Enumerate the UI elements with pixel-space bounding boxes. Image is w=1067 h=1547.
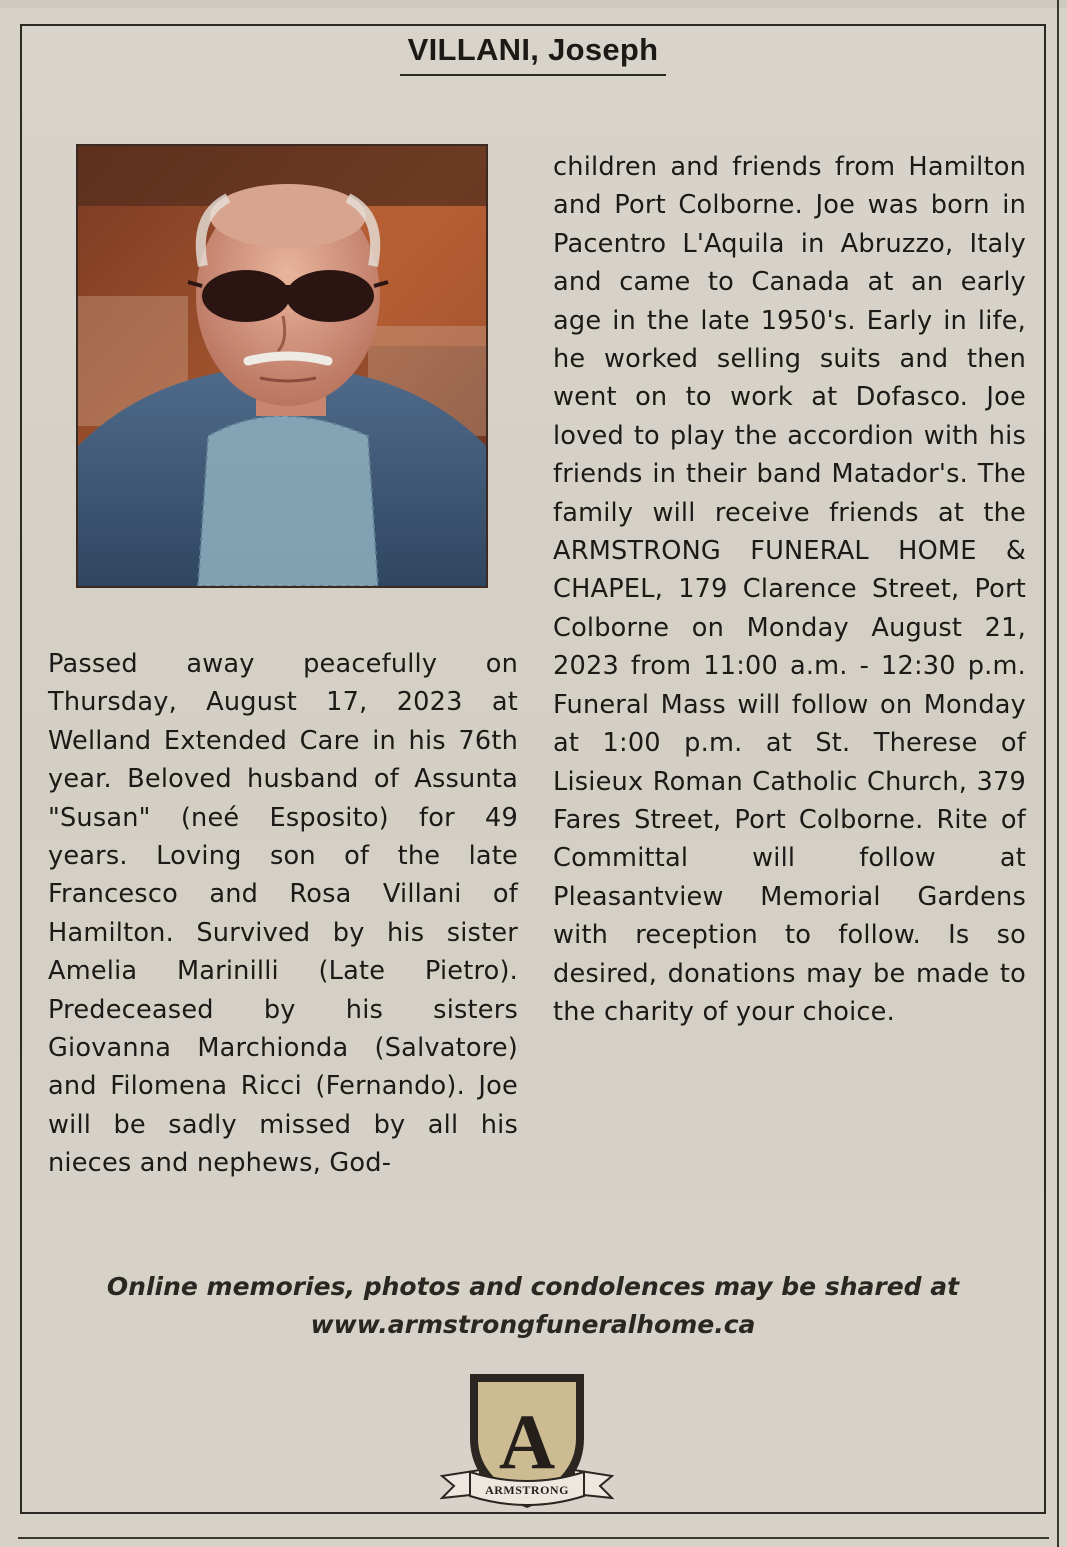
column-rule xyxy=(1057,0,1059,1547)
obituary-title: VILLANI, Joseph xyxy=(400,32,667,76)
obituary-notice xyxy=(20,24,1046,1514)
armstrong-crest-logo xyxy=(440,1368,614,1516)
obituary-body-right: children and friends from Hamilton and Port Colborne. Joe was born in Pacentro L'Aquila in Abruzzo, Italy and came to Canada at an early age in the late 1950's. Early in life, he worked selling suits and then went on to work at Dofasco. Joe loved to play the accordion with his friends in their band Matador's. The family will receive friends at the ARMSTRONG FUNERAL HOME & CHAPEL, 179 Clarence Street, Port Colborne on Monday August 21, 2023 from 11:00 a.m. - 12:30 p.m. Funeral Mass will follow on Monday at 1:00 p.m. at St. Therese of Lisieux Roman Catholic Church, 379 Fares Street, Port Colborne. Rite of Committal will follow at Pleasantview Memorial Gardens with reception to follow. Is so desired, donations may be made to the charity of your choice. xyxy=(553,152,1026,1027)
obituary-body-left: Passed away peacefully on Thursday, August 17, 2023 at Welland Extended Care in his 76th year. Beloved husband of Assunta "Susan" (neé Esposito) for 49 years. Loving son of the late Francesco and Rosa Villani of Hamilton. Survived by his sister Amelia Marinilli (Late Pietro). Predeceased by his sisters Giovanna Marchionda (Salvatore) and Filomena Ricci (Fernando). Joe will be sadly missed by all his nieces and nephews, God- xyxy=(48,649,518,1179)
title-wrap xyxy=(22,32,1044,76)
footer-line-1: Online memories, photos and condolences may be shared at xyxy=(106,1272,960,1301)
page-top-edge xyxy=(0,0,1067,8)
logo-banner-text: ARMSTRONG xyxy=(485,1483,569,1497)
bottom-rule xyxy=(18,1537,1049,1539)
logo-letter: A xyxy=(498,1398,556,1485)
footer-url: www.armstrongfuneralhome.ca xyxy=(310,1310,756,1339)
footer-note xyxy=(42,1268,1024,1344)
portrait-photo xyxy=(76,144,488,588)
